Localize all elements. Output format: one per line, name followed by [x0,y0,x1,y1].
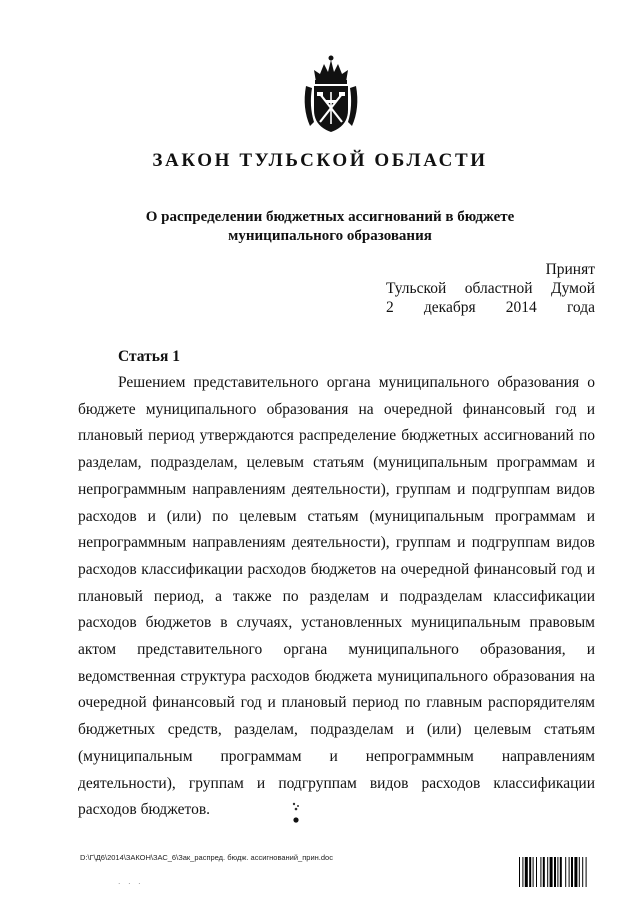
adopted-by-row [386,279,595,298]
law-subject [120,208,540,246]
adoption-date-suffix: года [566,299,595,316]
article-heading: Статья 1 [118,348,180,365]
scan-mark [288,800,304,826]
adoption-block [386,260,595,317]
barcode-icon [519,857,618,887]
adopted-word: Принят [545,261,595,278]
scan-specks: · · · [118,880,144,888]
adopted-by-word: Думой [551,280,595,297]
adopted-by-word: областной [464,280,533,297]
tula-coat-of-arms-emblem [300,52,362,134]
subject-line-2: муниципального образования [228,228,432,244]
subject-line-1: О распределении бюджетных ассигнований в бюджете [145,209,515,225]
article-body: Решением представительного органа муниципального образования о бюджете муниципального образования на очередной финансовый год и плановый период утверждаются распределение бюджетных ассигнований по разделам, подразделам, целевым статьям (муниципальным программам и непрограммным направлениям деятельности), группам и подгруппам видов расходов и (или) по целевым статьям (муниципальным программам и непрограммным направлениям деятельности), группам и подгруппам видов расходов классификации расходов бюджетов на очередной финансовый год и плановый период, а также по разделам и подразделам классификации расходов бюджетов в случаях, установленных муниципальным правовым актом представительного органа муниципального образования, и ведомственная структура расходов бюджета муниципального образования на очередной финансовый год и плановый период по главным распорядителям бюджетных средств, разделам, подразделам и (или) целевым статьям (муниципальным программам и непрограммным направлениям деятельности), группам и подгруппам видов расходов классификации расходов бюджетов. [78,374,595,819]
adopted-by-word: Тульской [386,280,447,297]
adoption-date-month: декабря [423,299,476,316]
adoption-date-year: 2014 [505,299,537,316]
file-path-footer: D:\Г\Д6\2014\ЗАКОН\ЗАС_6\Зак_распред. бюдж. ассигнований_прин.doc [80,853,333,862]
law-title: ЗАКОН ТУЛЬСКОЙ ОБЛАСТИ [152,150,488,171]
adoption-date-row [386,298,595,317]
adoption-date-day: 2 [386,299,394,316]
